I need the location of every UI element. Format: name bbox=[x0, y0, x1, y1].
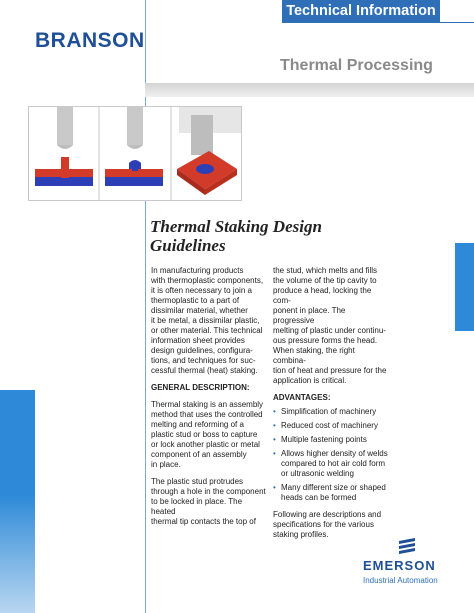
step-3-panel bbox=[177, 107, 241, 195]
emerson-wordmark: EMERSON bbox=[363, 558, 436, 573]
stud-paragraph: The plastic stud protrudes through a hole in the component to be locked in place. The heated thermal tip contacts the top of bbox=[151, 477, 266, 526]
general-description-text: Thermal staking is an assembly method that uses the controlled melting and reforming of a plastic stud or boss to capture or lock another plastic or metal component of an assembly in place. bbox=[151, 400, 264, 469]
step-1-panel bbox=[35, 107, 93, 186]
staking-process-illustration bbox=[28, 106, 242, 201]
page-title bbox=[150, 217, 322, 255]
advantages-heading: ADVANTAGES: bbox=[273, 393, 331, 402]
title-line-2: Guidelines bbox=[150, 236, 226, 255]
header-rule bbox=[282, 22, 474, 23]
intro-paragraph: In manufacturing products with thermoplastic components, it is often necessary to join a thermoplastic to a part of dissimilar material, whether it be metal, a dissimilar plastic, or other material. This technical information sheet provides design guidelines, configura- tions, and techniques for suc- cessful thermal (heat) staking. bbox=[151, 266, 264, 375]
stud-continuation-paragraph: the stud, which melts and fills the volume of the tip cavity to produce a head, locking the com- ponent in place. The progressive melting of plastic under continu- ous pressure forms the head. When staking, the right combina- tion of heat and pressure for the application is critical. bbox=[273, 266, 387, 385]
general-description-heading: GENERAL DESCRIPTION: bbox=[151, 383, 250, 392]
blue-side-tab bbox=[455, 243, 474, 331]
closing-paragraph: Following are descriptions and specifications for the various staking profiles. bbox=[273, 510, 382, 539]
technical-information-badge: Technical Information bbox=[282, 0, 440, 22]
step-2-panel bbox=[105, 107, 163, 186]
advantage-item: • Many different size or shaped heads can be formed bbox=[273, 483, 388, 503]
emerson-division: Industrial Automation bbox=[363, 576, 438, 585]
column-right bbox=[273, 266, 388, 547]
advantage-item: • Multiple fastening points bbox=[273, 435, 388, 445]
column-left bbox=[151, 266, 266, 534]
blue-side-tab-left bbox=[0, 390, 35, 495]
branson-logo: BRANSON bbox=[35, 29, 145, 52]
emerson-mark-svg bbox=[398, 537, 416, 557]
advantages-list bbox=[273, 407, 388, 503]
title-line-1: Thermal Staking Design bbox=[150, 217, 322, 236]
grey-band bbox=[145, 83, 474, 97]
staking-steps-svg bbox=[29, 107, 241, 200]
advantage-item: • Simplification of machinery bbox=[273, 407, 388, 417]
advantage-item: • Allows higher density of welds compared to hot air cold form or ultrasonic welding bbox=[273, 449, 388, 479]
document-subtitle: Thermal Processing bbox=[280, 57, 433, 74]
advantage-item: • Reduced cost of machinery bbox=[273, 421, 388, 431]
blue-side-tab-left-fade bbox=[0, 495, 35, 613]
